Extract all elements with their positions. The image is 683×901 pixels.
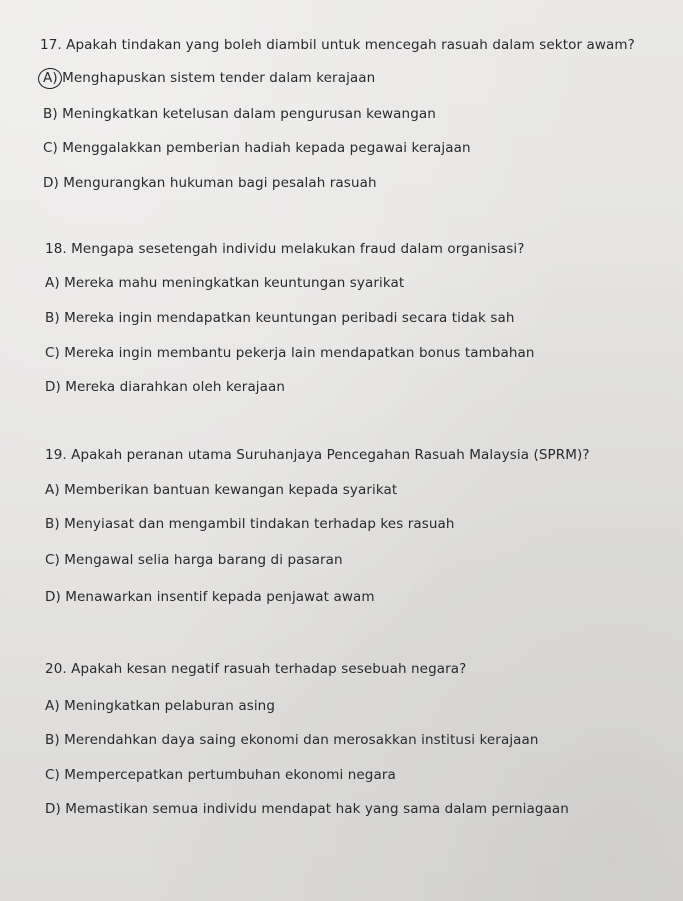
question-19-option-d: D) Menawarkan insentif kepada penjawat awam: [45, 589, 375, 605]
question-20-text: 20. Apakah kesan negatif rasuah terhadap sesebuah negara?: [45, 661, 467, 677]
question-20-option-a: A) Meningkatkan pelaburan asing: [45, 698, 276, 714]
question-18-option-d: D) Mereka diarahkan oleh kerajaan: [45, 379, 286, 395]
question-18-option-b: B) Mereka ingin mendapatkan keuntungan peribadi secara tidak sah: [45, 310, 515, 326]
question-17-option-c: C) Menggalakkan pemberian hadiah kepada pegawai kerajaan: [43, 140, 471, 156]
question-17-text: 17. Apakah tindakan yang boleh diambil untuk mencegah rasuah dalam sektor awam?: [40, 37, 635, 53]
question-18-option-a: A) Mereka mahu meningkatkan keuntungan syarikat: [45, 275, 405, 291]
question-19-text: 19. Apakah peranan utama Suruhanjaya Pencegahan Rasuah Malaysia (SPRM)?: [45, 447, 590, 463]
question-20-option-d: D) Memastikan semua individu mendapat hak yang sama dalam perniagaan: [45, 801, 569, 817]
question-18-text: 18. Mengapa sesetengah individu melakukan fraud dalam organisasi?: [45, 241, 525, 257]
question-19-option-b: B) Menyiasat dan mengambil tindakan terhadap kes rasuah: [45, 516, 455, 532]
question-17-option-a: A) Menghapuskan sistem tender dalam kerajaan: [43, 70, 376, 86]
question-18-option-c: C) Mereka ingin membantu pekerja lain mendapatkan bonus tambahan: [45, 345, 535, 361]
question-19-option-a: A) Memberikan bantuan kewangan kepada syarikat: [45, 482, 398, 498]
question-20-option-c: C) Mempercepatkan pertumbuhan ekonomi negara: [45, 767, 396, 783]
question-17-option-b: B) Meningkatkan ketelusan dalam pengurusan kewangan: [43, 106, 436, 122]
question-19-option-c: C) Mengawal selia harga barang di pasaran: [45, 552, 343, 568]
question-20-option-b: B) Merendahkan daya saing ekonomi dan merosakkan institusi kerajaan: [45, 732, 539, 748]
question-17-option-d: D) Mengurangkan hukuman bagi pesalah rasuah: [43, 175, 377, 191]
